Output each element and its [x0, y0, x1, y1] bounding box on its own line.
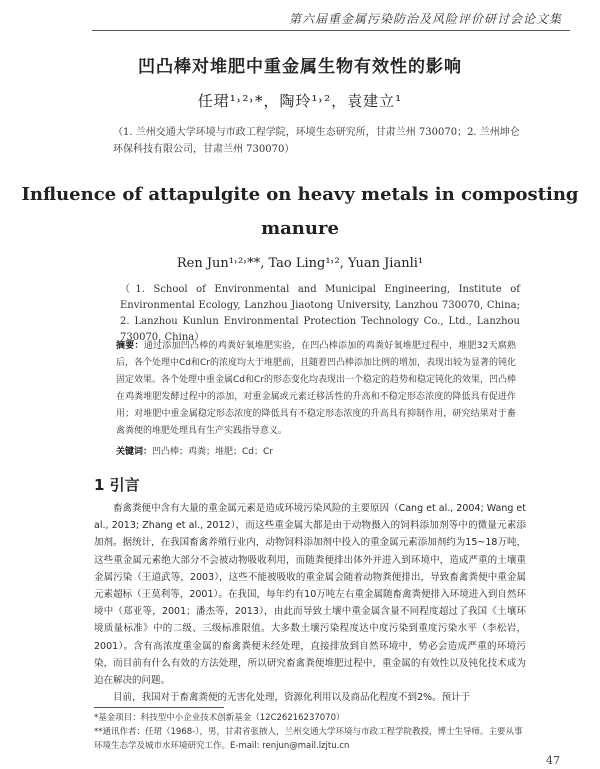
abstract	[116, 338, 516, 440]
page-number: 47	[546, 754, 560, 767]
running-header: 第六届重金属污染防治及风险评价研讨会论文集	[288, 12, 562, 26]
footnote-author: **通讯作者：任珺（1968-），男，甘肃省张掖人，兰州交通大学环境与市政工程学院教授，博士生导师。主要从事环境生态学及城市水环境研究工作。E-mail: renjun@mail.lzjtu.cn	[94, 727, 523, 751]
chinese-title: 凹凸棒对堆肥中重金属生物有效性的影响	[138, 57, 462, 77]
english-title-line-2: manure	[261, 218, 339, 239]
english-title	[0, 178, 600, 246]
keywords-text: 凹凸棒；鸡粪；堆肥；Cd；Cr	[152, 447, 273, 457]
english-title-line-1: Influence of attapulgite on heavy metals in composting	[21, 184, 579, 205]
footnote-rule	[94, 707, 224, 708]
section-heading: 1 引言	[94, 476, 140, 494]
chinese-affiliation: （1. 兰州交通大学环境与市政工程学院，环境生态研究所，甘肃兰州 730070；2. 兰州坤仑环保科技有限公司，甘肃兰州 730070）	[113, 127, 520, 155]
footnote-fund: *基金项目：科技型中小企业技术创新基金（12C26216237070）	[94, 713, 345, 723]
english-authors: Ren Jun¹˒²˒**, Tao Ling¹˒², Yuan Jianli¹	[176, 256, 424, 271]
english-affiliation: （1. School of Environmental and Municipal Engineering, Institute of Environmental Ecology, Lanzhou Jiaotong University, Lanzhou 730070, China; 2. Lanzhou Kunlun Environmental Protection Technology Co., Ltd., Lanzhou 730070, China）	[120, 284, 520, 343]
keywords	[116, 444, 516, 457]
abstract-label: 摘要：	[116, 341, 144, 351]
body-paragraph: 目前，我国对于畜禽粪便的无害化处理，资源化利用以及商品化程度不到2%。预计于	[113, 692, 471, 704]
footnotes	[94, 711, 526, 753]
body-text	[94, 500, 526, 706]
chinese-authors: 任珺¹˒²˒*，陶玲¹˒²，袁建立¹	[197, 92, 403, 110]
abstract-text: 通过添加凹凸棒的鸡粪好氧堆肥实验，在凹凸棒添加的鸡粪好氧堆肥过程中，堆肥32天腐熟后，各个处理中Cd和Cr的浓度均大于堆肥前，且随着凹凸棒添加比例的增加，表现出较为显著的钝化固定效果。各个处理中重金属Cd和Cr的形态变化均表现出一个稳定的趋势和稳定钝化的效果，凹凸棒在鸡粪堆肥发酵过程中的添加，对重金属或元素迁移活性的升高和不稳定形态浓度的降低具有促进作用；对堆肥中重金属稳定形态浓度的降低具有不稳定形态浓度的升高具有抑制作用，研究结果对于畜禽粪便的堆肥处理具有生产实践指导意义。	[116, 341, 516, 436]
body-paragraph: 畜禽粪便中含有大量的重金属元素是造成环境污染风险的主要原因（Cang et al., 2004; Wang et al., 2013; Zhang et al., 2012），而这些重金属大都是由于动物摄入的饲料添加剂等中的微量元素添加剂。据统计，在我国畜禽养殖行业内，动物饲料添加剂中投入的重金属元素添加剂约为15~18万吨，这些重金属元素绝大部分不会被动物吸收利用，而随粪便排出体外并进入到环境中，造成严重的土壤重金属污染（王道武等，2003），这些不能被吸收的重金属会随着动物粪便排出，导致畜禽粪便中重金属元素超标（王莫利等，2001）。在我国，每年约有10万吨左右重金属随畜禽粪便排入环境进入到自然环境中（郑亚等，2001；潘杰等，2013），由此而导致土壤中重金属含量不同程度超过了我国《土壤环境质量标准》中的二级、三级标准限值。大多数土壤污染程度达中度污染到重度污染水平（李松岩，2001）。含有高浓度重金属的畜禽粪便未经处理，直接排放到自然环境中，势必会造成严重的环境污染，而目前有什么有效的方法处理，所以研究畜禽粪便堆肥过程中，重金属的有效性以及钝化技术成为迫在解决的问题。	[94, 503, 526, 687]
keywords-label: 关键词：	[116, 447, 153, 457]
header-rule	[92, 30, 570, 31]
